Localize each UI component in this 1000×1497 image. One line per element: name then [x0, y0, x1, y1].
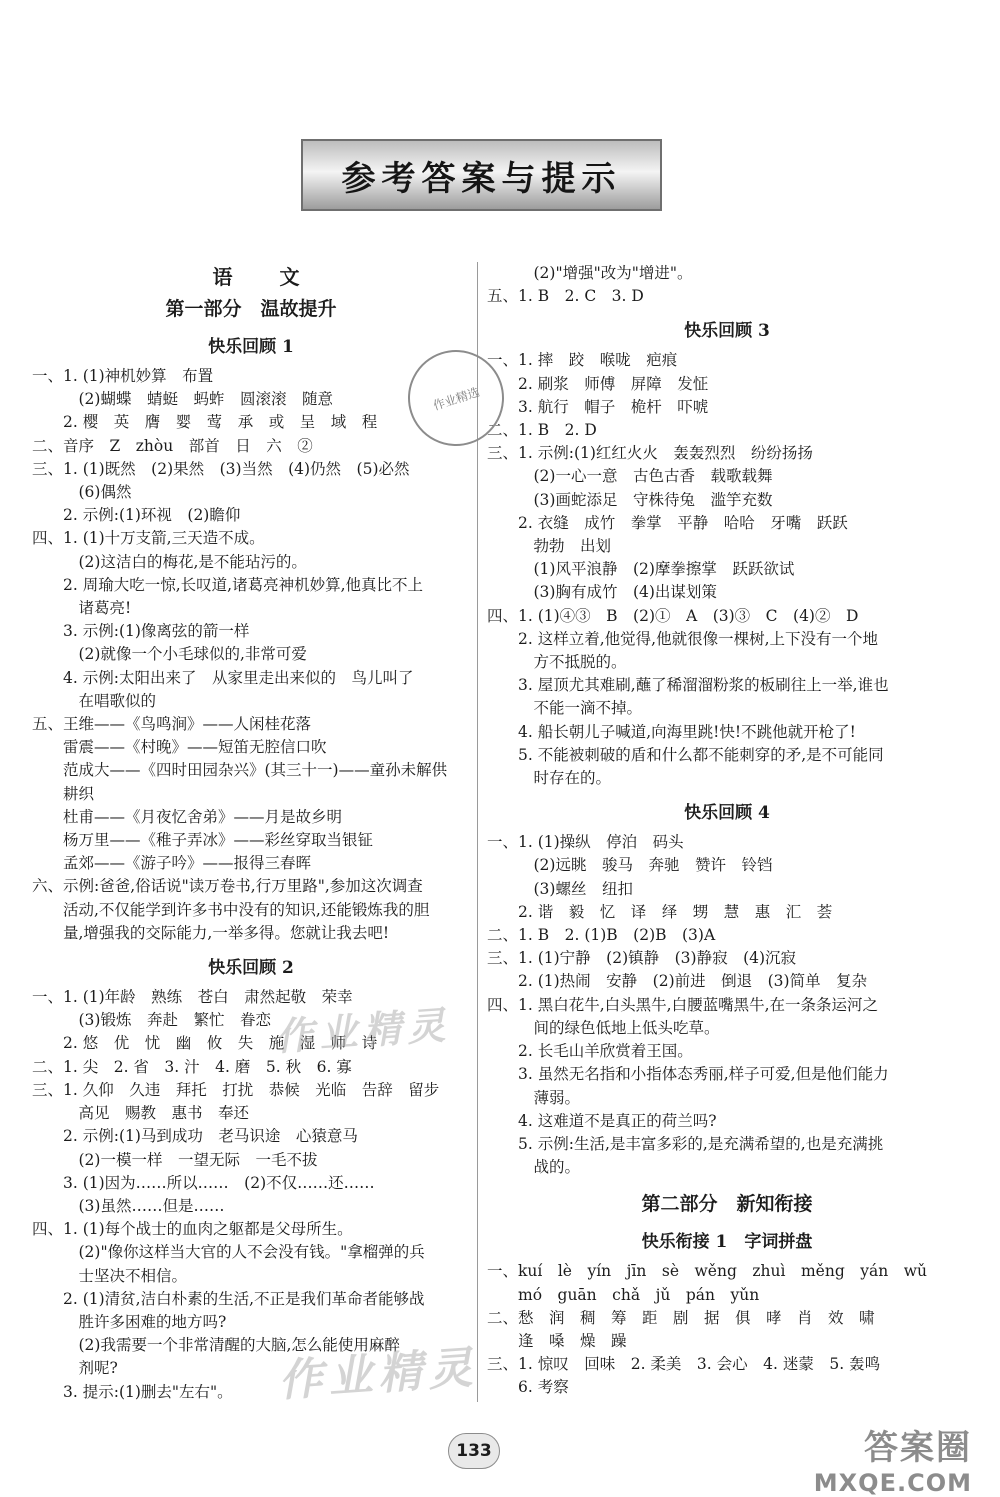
answer-line: 一、1. 摔 跤 喉咙 疤痕	[487, 351, 678, 370]
answer-line: 5. 示例:生活,是丰富多彩的,是充满希望的,也是充满挑	[487, 1134, 884, 1153]
answer-line: 胜许多困难的地方吗?	[32, 1312, 227, 1331]
answer-line: 孟郊——《游子吟》——报得三春晖	[32, 854, 312, 873]
answer-line: (2)我需要一个非常清醒的大脑,怎么能使用麻醉	[32, 1336, 400, 1355]
answer-line: (3)锻炼 奔赴 繁忙 眷恋	[32, 1011, 271, 1030]
answer-line: 二、1. 尖 2. 省 3. 汁 4. 磨 5. 秋 6. 寡	[32, 1057, 352, 1076]
answer-line: (3)螺丝 纽扣	[487, 879, 633, 898]
site-logo-name: 答案圈	[864, 1428, 972, 1468]
answer-line: (3)胸有成竹 (4)出谋划策	[487, 583, 717, 602]
answer-line: 2. 长毛山羊欣赏着王国。	[487, 1042, 693, 1061]
answer-line: 3. 示例:(1)像离弦的箭一样	[32, 622, 250, 641]
site-logo	[814, 1420, 972, 1497]
answer-line: 量,增强我的交际能力,一举多得。您就让我去吧!	[32, 923, 390, 942]
answer-line: 范成大——《四时田园杂兴》(其三十一)——童孙未解供	[32, 761, 448, 780]
answer-line: 4. 船长朝儿子喊道,向海里跳!快!不跳他就开枪了!	[487, 722, 856, 741]
answer-line: 四、1. (1)每个战士的血肉之躯都是父母所生。	[32, 1220, 353, 1239]
answer-line: (3)虽然……但是……	[32, 1196, 225, 1215]
answer-line: mó guān chǎ jǔ pán yǔn	[487, 1285, 760, 1304]
answer-line: 一、1. (1)神机妙算 布置	[32, 367, 214, 385]
answer-line: 2. 这样立着,他觉得,他就很像一棵树,上下没有一个地	[487, 629, 878, 648]
watermark-text: 作业精灵	[276, 1342, 480, 1407]
answer-line: 二、音序 Z zhòu 部首 日 六 ②	[32, 436, 313, 455]
answer-line: 五、王维——《鸟鸣涧》——人闲桂花落	[32, 715, 312, 734]
answer-line: 六、示例:爸爸,俗话说"读万卷书,行万里路",参加这次调查	[32, 877, 423, 896]
answer-line: 杜甫——《月夜忆舍弟》——月是故乡明	[32, 807, 343, 826]
answer-line: 二、愁 润 稠 筹 距 剧 据 俱 哮 肖 效 啸	[487, 1308, 875, 1327]
subject-heading: 语 文	[212, 265, 320, 289]
answer-line: 2. 樱 英 膺 婴 莺 承 或 呈 域 程	[32, 413, 378, 432]
answer-line: 四、1. (1)④③ B (2)① A (3)③ C (4)② D	[487, 606, 859, 625]
answer-line: 时存在的。	[487, 769, 612, 788]
answer-line: 2. 示例:(1)马到成功 老马识途 心猿意马	[32, 1127, 358, 1146]
answer-line: 三、1. 惊叹 回味 2. 柔美 3. 会心 4. 迷蒙 5. 轰鸣	[487, 1355, 881, 1374]
right-column	[487, 262, 967, 1400]
answer-line: 一、1. (1)操纵 停泊 码头	[487, 833, 684, 852]
answer-line: (2)"增强"改为"增进"。	[487, 264, 693, 282]
part-two-heading: 第二部分 新知衔接	[641, 1193, 813, 1216]
answer-line: 士坚决不相信。	[32, 1266, 188, 1285]
answer-line: 3. 屋顶尤其难刷,蘸了稀溜溜粉浆的板刷往上一举,谁也	[487, 676, 889, 695]
answer-line: 6. 考察	[487, 1378, 569, 1397]
answer-line: 3. 虽然无名指和小指体态秀丽,样子可爱,但是他们能力	[487, 1065, 889, 1084]
review-3-answers	[487, 349, 967, 790]
answer-line: 4. 这难道不是真正的荷兰吗?	[487, 1111, 717, 1130]
answer-line: 3. 航行 帽子 桅杆 吓唬	[487, 397, 709, 416]
review-1-answers	[32, 365, 470, 945]
answer-line: 间的绿色低地上低头吃草。	[487, 1018, 720, 1037]
answer-line: 诸葛亮!	[32, 599, 132, 618]
section-heading-review-1: 快乐回顾 1	[208, 337, 294, 357]
answer-line: 在唱歌似的	[32, 691, 157, 710]
answer-line: 雷震——《村晚》——短笛无腔信口吹	[32, 738, 327, 757]
answer-line: 剂呢?	[32, 1359, 118, 1378]
answer-line: 一、kuí lè yín jīn sè wěng zhuì měng yán wǔ	[487, 1262, 927, 1281]
answer-line: 3. 提示:(1)删去"左右"。	[32, 1382, 233, 1401]
part-one-heading: 第一部分 温故提升	[165, 298, 337, 320]
homework-stamp: 作业精选	[396, 338, 517, 459]
answer-line: 四、1. 黑白花牛,白头黑牛,白腰蓝嘴黑牛,在一条条运河之	[487, 995, 878, 1014]
answer-line: 4. 示例:太阳出来了 从家里走出来似的 鸟儿叫了	[32, 668, 414, 687]
answer-line: 3. (1)因为……所以…… (2)不仅……还……	[32, 1173, 375, 1192]
answer-banner	[301, 139, 662, 211]
answer-line: 薄弱。	[487, 1088, 581, 1107]
answer-line: 2. 刷浆 师傅 屏障 发怔	[487, 374, 709, 393]
watermark-text: 作业精灵	[273, 1002, 453, 1060]
answer-line: 二、1. B 2. D	[487, 421, 597, 440]
answer-line: 四、1. (1)十万支箭,三天造不成。	[32, 529, 265, 548]
answer-line: 杨万里——《稚子弄冰》——彩丝穿取当银钲	[32, 831, 374, 850]
answer-line: 三、1. 示例:(1)红红火火 轰轰烈烈 纷纷扬扬	[487, 444, 813, 463]
answer-line: (2)一心一意 古色古香 载歌载舞	[487, 467, 773, 486]
answer-line: 五、1. B 2. C 3. D	[487, 287, 644, 306]
answer-line: 三、1. 久仰 久违 拜托 打扰 恭候 光临 告辞 留步	[32, 1080, 440, 1099]
answer-line: 二、1. B 2. (1)B (2)B (3)A	[487, 926, 716, 945]
answer-line: (2)蝴蝶 蜻蜓 蚂蚱 圆滚滚 随意	[32, 390, 333, 409]
answer-line: (2)"像你这样当大官的人不会没有钱。"拿榴弹的兵	[32, 1243, 425, 1262]
answer-line: 2. (1)清贫,洁白朴素的生活,不正是我们革命者能够战	[32, 1289, 425, 1308]
answer-line: 方不抵脱的。	[487, 653, 627, 672]
answer-line: (6)偶然	[32, 483, 132, 502]
answer-line: 战的。	[487, 1158, 581, 1177]
answer-line: (2)这洁白的梅花,是不能玷污的。	[32, 552, 307, 571]
answer-line: 三、1. (1)宁静 (2)镇静 (3)静寂 (4)沉寂	[487, 949, 797, 968]
answer-line: 逢 嗓 燥 躁	[487, 1331, 627, 1350]
banner-title: 参考答案与提示	[341, 158, 622, 199]
answer-line: 耕织	[32, 784, 95, 803]
answer-line: (3)画蛇添足 守株待兔 滥竽充数	[487, 490, 773, 509]
answer-line: 2. 衣缝 成竹 拳掌 平静 哈哈 牙嘴 跃跃	[487, 513, 848, 532]
section-heading-review-3: 快乐回顾 3	[684, 321, 770, 342]
answer-line: 5. 不能被刺破的盾和什么都不能刺穿的矛,是不可能同	[487, 745, 884, 764]
answer-line: (2)远眺 骏马 奔驰 赞许 铃铛	[487, 856, 773, 875]
continued-answers	[487, 262, 967, 308]
site-logo-url: MXQE.COM	[813, 1469, 972, 1497]
answer-line: 活动,不仅能学到许多书中没有的知识,还能锻炼我的胆	[32, 900, 430, 919]
left-column	[32, 262, 470, 1404]
page-number: 133	[448, 1433, 500, 1469]
section-heading-link-1: 快乐衔接 1 字词拼盘	[641, 1232, 813, 1253]
answer-line: (2)就像一个小毛球似的,非常可爱	[32, 645, 307, 664]
answer-line: 高见 赐教 惠书 奉还	[32, 1104, 250, 1123]
answer-line: 2. 周瑜大吃一惊,长叹道,诸葛亮神机妙算,他真比不上	[32, 575, 423, 594]
section-heading-review-2: 快乐回顾 2	[208, 958, 294, 979]
answer-line: 三、1. (1)既然 (2)果然 (3)当然 (4)仍然 (5)必然	[32, 459, 410, 478]
answer-line: 2. 悠 优 忧 幽 攸 失 施 湿 师 诗	[32, 1034, 378, 1053]
answer-line: 不能一滴不掉。	[487, 699, 643, 718]
answer-line: 勃勃 出划	[487, 537, 612, 556]
answer-line: (1)风平浪静 (2)摩拳擦掌 跃跃欲试	[487, 560, 795, 579]
answer-line: 2. (1)热闹 安静 (2)前进 倒退 (3)简单 复杂	[487, 972, 868, 991]
answer-line: 2. 谐 毅 忆 译 绎 甥 慧 惠 汇 荟	[487, 902, 833, 921]
link-1-answers	[487, 1260, 967, 1399]
answer-line: 2. 示例:(1)环视 (2)瞻仰	[32, 506, 241, 525]
answer-line: (2)一模一样 一望无际 一毛不拔	[32, 1150, 318, 1169]
review-4-answers	[487, 831, 967, 1179]
answer-line: 一、1. (1)年龄 熟练 苍白 肃然起敬 荣幸	[32, 988, 353, 1007]
section-heading-review-4: 快乐回顾 4	[684, 803, 770, 824]
